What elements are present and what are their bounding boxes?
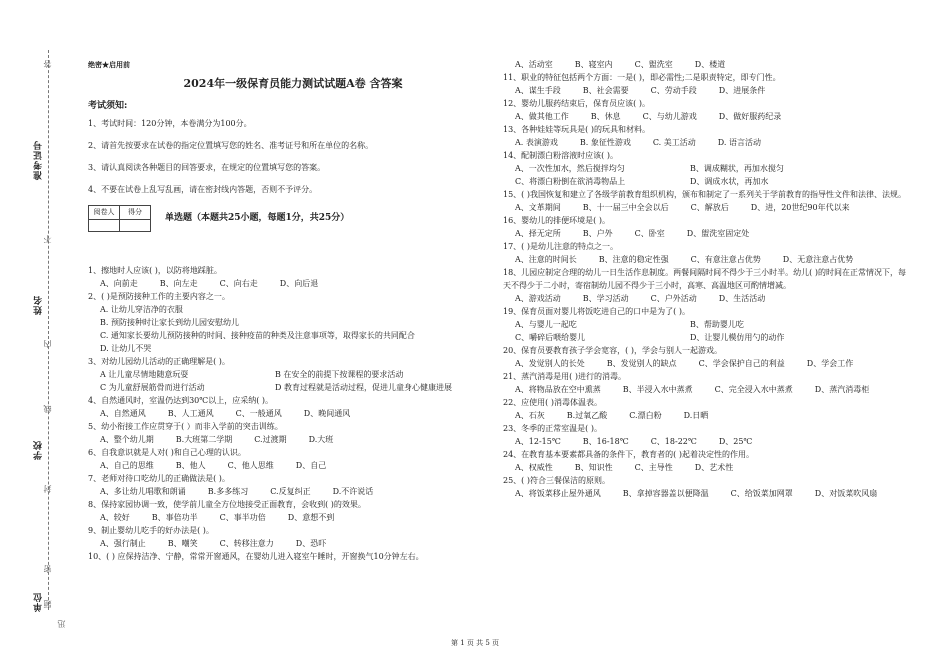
- seal-char: 答: [43, 60, 52, 68]
- question-text: 10、( ) 应保持洁净、宁静，常常开窗通风，在婴幼儿进入寝室午睡时，开窗换气10分钟左右。: [88, 552, 424, 561]
- answer-options-row: [503, 435, 913, 448]
- secret-mark: 绝密★启用前: [88, 60, 130, 69]
- question-text: 18、儿园应制定合理的幼儿一日生活作息制度。两餐间隔时间不得少于三小时半。幼儿( )的时间在正常情况下，每天不得少于二小时，寄宿制幼儿园不得少于三小时，高寒、高温地区可酌情增减。: [503, 268, 906, 290]
- answer-option[interactable]: B、知识性: [574, 463, 613, 472]
- answer-option[interactable]: A. 让幼儿穿洁净的衣服: [100, 305, 183, 314]
- answer-option[interactable]: D、25℃: [718, 437, 753, 446]
- answer-option[interactable]: D.日晒: [683, 411, 709, 420]
- answer-option[interactable]: C、有意注意占优势: [690, 255, 761, 264]
- answer-option[interactable]: C、解放后: [690, 203, 729, 212]
- answer-options-row: [503, 331, 913, 344]
- answer-option[interactable]: A、谋生手段: [515, 86, 561, 95]
- answer-option[interactable]: D.大班: [308, 435, 334, 444]
- answer-option[interactable]: C、与幼儿游戏: [642, 112, 697, 121]
- answer-option[interactable]: D、做好服药纪录: [718, 112, 782, 121]
- answer-option[interactable]: B.大班第二学期: [175, 435, 233, 444]
- score-cell-score[interactable]: [120, 220, 151, 232]
- answer-option[interactable]: C、给饭菜加网罩: [730, 489, 793, 498]
- answer-option[interactable]: D、让婴儿模仿用勺的动作: [690, 333, 785, 342]
- answer-option[interactable]: C.漂白粉: [629, 411, 662, 420]
- notice-item: 2、请首先按要求在试卷的指定位置填写您的姓名、准考证号和所在单位的名称。: [88, 141, 374, 150]
- answer-options-row: [88, 485, 498, 498]
- answer-options-row: [503, 318, 913, 331]
- answer-options-row: [503, 58, 913, 71]
- seal-char: 密: [43, 565, 52, 573]
- answer-option[interactable]: A、活动室: [515, 60, 553, 69]
- answer-option[interactable]: C、将漂白粉倒在欲消毒物品上: [515, 177, 626, 186]
- question-text: 3、对幼儿园幼儿活动的正确理解是( )。: [88, 357, 230, 366]
- answer-options-row: [503, 487, 913, 500]
- answer-options-row: [88, 277, 498, 290]
- question-list-left: [88, 264, 498, 563]
- answer-option[interactable]: B. 预防接种时让家长到幼儿园安慰幼儿: [100, 318, 239, 327]
- answer-option[interactable]: B、事倍功半: [151, 513, 198, 522]
- answer-option[interactable]: A、向前走: [100, 279, 138, 288]
- answer-option[interactable]: A、将饭菜移止屋外通风: [515, 489, 601, 498]
- answer-option[interactable]: C、向右走: [219, 279, 258, 288]
- question-text: 19、保育员面对婴儿将饭吃进自己的口中是为了( )。: [503, 307, 690, 316]
- question-text: 1、擦地时人应该( )，以防将地踩脏。: [88, 266, 222, 275]
- bottom-mark: 迅: [57, 620, 66, 628]
- answer-option[interactable]: C、劳动手段: [650, 86, 697, 95]
- exam-notice: [88, 100, 498, 196]
- answer-option[interactable]: A、游戏活动: [515, 294, 561, 303]
- answer-option[interactable]: D. 语言活动: [717, 138, 761, 147]
- question-text: 12、婴幼儿服药结束后，保育员应该( )。: [503, 99, 650, 108]
- answer-options-row: [503, 253, 913, 266]
- answer-options-row: [503, 292, 913, 305]
- answer-option[interactable]: D、盥洗室固定处: [686, 229, 750, 238]
- answer-option[interactable]: C、他人思维: [227, 461, 274, 470]
- answer-option[interactable]: B、16-18℃: [582, 437, 629, 446]
- score-table: [88, 205, 151, 232]
- answer-option[interactable]: C、主导性: [634, 463, 673, 472]
- answer-option[interactable]: D、晚间通风: [303, 409, 351, 418]
- label-name: 姓名: [34, 295, 44, 315]
- answer-option[interactable]: A、一次性加水，然后搅拌均匀: [515, 164, 625, 173]
- answer-option[interactable]: D、进，20世纪90年代以来: [750, 203, 850, 212]
- answer-option[interactable]: D、自己: [295, 461, 327, 470]
- question-text: 20、保育员要教育孩子学会宽容，( )，学会与别人一起游戏。: [503, 346, 722, 355]
- page-number: 第 1 页 共 5 页: [450, 639, 500, 647]
- score-header-score: 得分: [120, 206, 151, 220]
- answer-option[interactable]: A、自己的思维: [100, 461, 154, 470]
- answer-option[interactable]: A、石灰: [515, 411, 545, 420]
- answer-option[interactable]: A、做其他工作: [515, 112, 569, 121]
- answer-options-row: [88, 433, 498, 446]
- answer-options-row: [88, 368, 498, 381]
- answer-options-row: [503, 110, 913, 123]
- seal-char: 不: [43, 235, 52, 243]
- answer-option[interactable]: A、多让幼儿唱歌和朗诵: [100, 487, 186, 496]
- answer-option[interactable]: B、帮助婴儿吃: [690, 320, 744, 329]
- right-column: [503, 58, 913, 500]
- answer-option[interactable]: B、户外: [582, 229, 613, 238]
- question-text: 21、蒸汽消毒是用( )进行的消毒。: [503, 372, 626, 381]
- question-text: 25、( )符合三餐保洁的原则。: [503, 476, 610, 485]
- score-row: [88, 205, 498, 232]
- left-column: [88, 58, 498, 563]
- answer-option[interactable]: A、择无定所: [515, 229, 561, 238]
- answer-option[interactable]: D、意想不到: [287, 513, 335, 522]
- seal-char: 内: [43, 340, 52, 348]
- notice-item: 1、考试时间：120分钟，本卷满分为100分。: [88, 119, 252, 128]
- notice-item: 3、请认真阅读各种题目的回答要求，在规定的位置填写您的答案。: [88, 163, 326, 172]
- answer-options-row: [503, 162, 913, 175]
- answer-option[interactable]: B、半浸入水中蒸煮: [622, 385, 693, 394]
- answer-option[interactable]: D、楼道: [694, 60, 726, 69]
- answer-options-row: [503, 227, 913, 240]
- answer-option[interactable]: B、他人: [175, 461, 206, 470]
- seal-char: 线: [43, 405, 52, 413]
- answer-option[interactable]: A、与婴儿一起吃: [515, 320, 577, 329]
- answer-option[interactable]: A、将物品放在空中熏蒸: [515, 385, 601, 394]
- answer-option[interactable]: B、学习活动: [582, 294, 629, 303]
- score-cell-grader[interactable]: [89, 220, 120, 232]
- answer-option[interactable]: B、拿掉容器盖以便降温: [622, 489, 709, 498]
- answer-option[interactable]: C.反复纠正: [270, 487, 311, 496]
- answer-options-row: [88, 537, 498, 550]
- answer-option[interactable]: D、对饭菜吹风扇: [814, 489, 878, 498]
- answer-option[interactable]: B. 象征性游戏: [579, 138, 631, 147]
- question-text: 8、保持家园协调一致，使学前儿童全方位地接受正面教育，会收到( )的效果。: [88, 500, 366, 509]
- answer-option[interactable]: C、18-22℃: [650, 437, 697, 446]
- answer-options-row: [503, 409, 913, 422]
- answer-options-row: [503, 201, 913, 214]
- question-text: 6、自我意识就是人对( )和自己心理的认识。: [88, 448, 246, 457]
- answer-option[interactable]: B、社会需要: [582, 86, 629, 95]
- question-text: 13、各种娃娃等玩具是( )的玩具和材料。: [503, 125, 650, 134]
- question-text: 4、自然通风时，室温仍达到30℃以上，应采纳( )。: [88, 396, 274, 405]
- answer-option[interactable]: C、事半功倍: [219, 513, 266, 522]
- answer-option[interactable]: C、盥洗室: [634, 60, 673, 69]
- answer-option[interactable]: A、自然通风: [100, 409, 146, 418]
- answer-options-row: [88, 381, 498, 394]
- answer-option[interactable]: C 为儿童舒展筋骨而进行活动: [100, 383, 205, 392]
- answer-option[interactable]: C、转移注意力: [219, 539, 274, 548]
- answer-option[interactable]: A、文革期间: [515, 203, 561, 212]
- answer-option[interactable]: C、嚼碎后喂给婴儿: [515, 333, 586, 342]
- answer-option[interactable]: D.不许说话: [332, 487, 374, 496]
- answer-option[interactable]: B、发觉别人的缺点: [606, 359, 677, 368]
- question-text: 16、婴幼儿的排便环境是( )。: [503, 216, 610, 225]
- question-text: 14、配制漂白粉溶液时应该( )。: [503, 151, 618, 160]
- answer-option[interactable]: C、学会保护自己的利益: [698, 359, 785, 368]
- score-header-grader: 阅卷人: [89, 206, 120, 220]
- answer-option[interactable]: C. 通知家长要幼儿预防接种的时间、接种疫苗的种类及注意事项等，取得家长的共同配合: [100, 331, 415, 340]
- answer-option[interactable]: A、注意的时间长: [515, 255, 577, 264]
- answer-option[interactable]: A、强行制止: [100, 539, 146, 548]
- question-text: 24、在教育基本要素都具备的条件下，教育者的( )起着决定性的作用。: [503, 450, 754, 459]
- question-text: 23、冬季的正常室温是( )。: [503, 424, 602, 433]
- answer-option[interactable]: D、恐吓: [295, 539, 327, 548]
- answer-options-row: [88, 511, 498, 524]
- answer-option[interactable]: B、注意的稳定性强: [598, 255, 669, 264]
- answer-option[interactable]: B、向左走: [159, 279, 198, 288]
- answer-option[interactable]: B、嘲笑: [167, 539, 198, 548]
- answer-option[interactable]: D、学会工作: [806, 359, 854, 368]
- question-text: 22、应使用( )消毒体温表。: [503, 398, 602, 407]
- seal-char: 题: [43, 600, 52, 608]
- question-text: 9、制止婴幼儿吃手的好办法是( )。: [88, 526, 214, 535]
- answer-option[interactable]: C. 美工活动: [652, 138, 696, 147]
- answer-option[interactable]: D、艺术性: [694, 463, 734, 472]
- answer-option[interactable]: A、发觉别人的长处: [515, 359, 585, 368]
- answer-option[interactable]: C、卧室: [634, 229, 665, 238]
- answer-option[interactable]: B.多多练习: [207, 487, 249, 496]
- seal-line: [48, 50, 49, 610]
- answer-option[interactable]: A. 表演游戏: [515, 138, 558, 147]
- seal-char: 封: [43, 485, 52, 493]
- answer-option[interactable]: A、权威性: [515, 463, 553, 472]
- notice-heading: 考试须知:: [88, 101, 128, 111]
- answer-option[interactable]: C、完全浸入水中蒸煮: [714, 385, 793, 394]
- answer-option[interactable]: A、12-15℃: [515, 437, 561, 446]
- answer-options-row: [503, 357, 913, 370]
- answer-option[interactable]: B、休息: [590, 112, 621, 121]
- answer-option[interactable]: C.过渡期: [254, 435, 287, 444]
- answer-option[interactable]: D、无意注意占优势: [782, 255, 854, 264]
- question-text: 15、( )我国恢复和建立了各级学前教育组织机构，颁布和制定了一系列关于学前教育的指导性文件和法律、法规。: [503, 190, 906, 199]
- answer-option[interactable]: C、户外活动: [650, 294, 697, 303]
- page-title: 2024年一级保育员能力测试试题A卷 含答案: [183, 77, 403, 90]
- question-text: 17、( )是幼儿注意的特点之一。: [503, 242, 618, 251]
- answer-option[interactable]: A、整个幼儿期: [100, 435, 154, 444]
- question-text: 2、( )是预防接种工作的主要内容之一。: [88, 292, 230, 301]
- question-list-right: [503, 58, 913, 500]
- answer-option[interactable]: C、一般通风: [235, 409, 282, 418]
- answer-option[interactable]: D、蒸汽消毒柜: [814, 385, 870, 394]
- answer-option[interactable]: B.过氧乙酸: [566, 411, 608, 420]
- answer-option[interactable]: B、寝室内: [574, 60, 613, 69]
- answer-option[interactable]: A 让儿童尽情地随意玩耍: [100, 370, 189, 379]
- notice-item: 4、不要在试卷上乱写乱画，请在密封线内答题，否则不予评分。: [88, 185, 318, 194]
- answer-option[interactable]: A、较好: [100, 513, 130, 522]
- answer-option[interactable]: B、十一届三中全会以后: [582, 203, 669, 212]
- label-unit: 单位: [34, 592, 44, 612]
- question-text: 7、老师对待口吃幼儿的正确做法是( )。: [88, 474, 230, 483]
- answer-option[interactable]: D、向后退: [279, 279, 319, 288]
- answer-option[interactable]: D. 让幼儿不哭: [100, 344, 152, 353]
- section-heading: 单选题（本题共25小题，每题1分，共25分）: [165, 213, 350, 223]
- answer-options-row: [503, 383, 913, 396]
- answer-options-row: [503, 136, 913, 149]
- question-text: 11、职业的特征包括两个方面：一是( )，即必需性;二是职责特定，即专门性。: [503, 73, 781, 82]
- answer-option[interactable]: D、生活活动: [718, 294, 766, 303]
- answer-option[interactable]: D、调成水状，再加水: [690, 177, 769, 186]
- binding-strip: [0, 0, 70, 671]
- answer-option[interactable]: B、人工通风: [167, 409, 214, 418]
- answer-option[interactable]: B、调成糊状，再加水搅匀: [690, 164, 784, 173]
- answer-option[interactable]: D 教育过程就是活动过程，促进儿童身心健康进展: [275, 383, 452, 392]
- answer-options-row: [503, 175, 913, 188]
- answer-option[interactable]: B 在安全的前提下按课程的要求活动: [275, 370, 404, 379]
- answer-options-row: [88, 407, 498, 420]
- answer-options-row: [88, 459, 498, 472]
- answer-option[interactable]: D、进展条件: [718, 86, 766, 95]
- answer-options-row: [503, 461, 913, 474]
- answer-options-row: [503, 84, 913, 97]
- label-exam-number: 准考证号: [34, 140, 44, 180]
- question-text: 5、幼小衔接工作应贯穿于( ）而非入学前的突击训练。: [88, 422, 283, 431]
- label-school: 学校: [34, 440, 44, 460]
